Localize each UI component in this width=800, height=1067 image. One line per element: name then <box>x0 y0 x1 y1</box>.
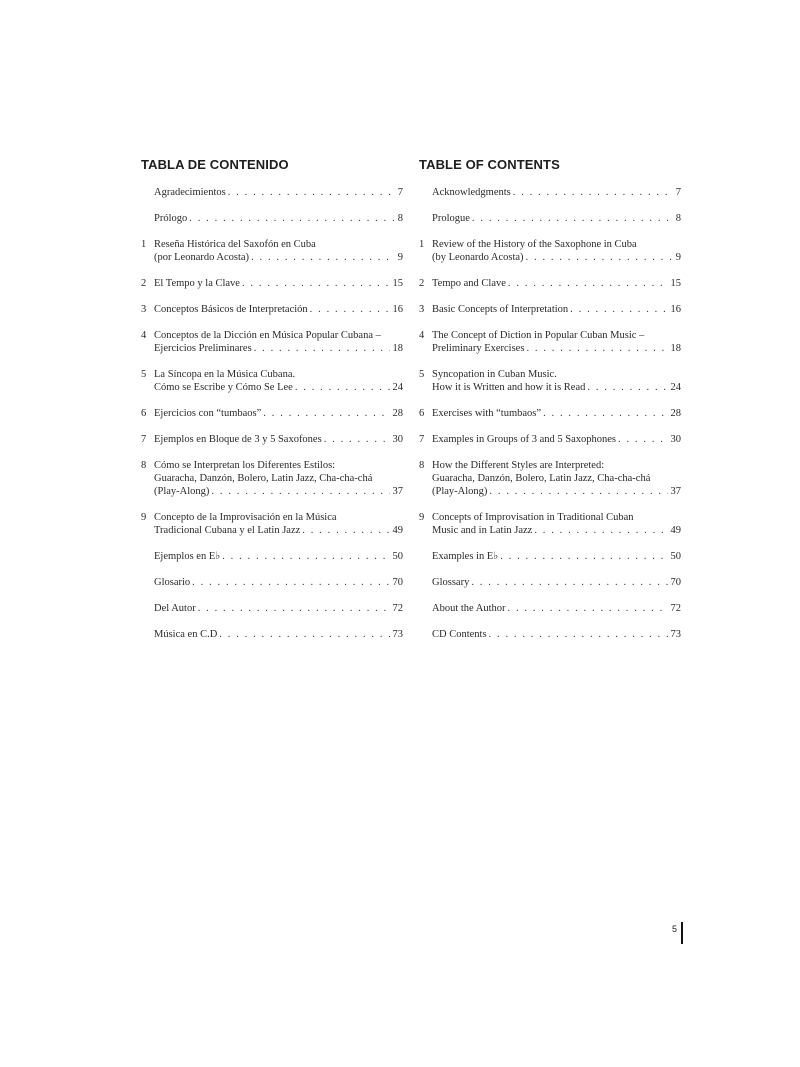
toc-entry-page: 37 <box>670 486 681 497</box>
dot-leader <box>534 524 667 537</box>
toc-entry-title: Examples in E♭ <box>432 551 499 562</box>
toc-entry-title: Ejercicios Preliminares <box>154 343 252 354</box>
dot-leader <box>254 342 390 355</box>
toc-entry-page: 73 <box>392 629 403 640</box>
toc-entry-number: 5 <box>419 369 425 380</box>
toc-entry-last-line <box>432 342 681 355</box>
dot-leader <box>489 628 668 641</box>
toc-entry <box>141 212 403 225</box>
toc-entry <box>419 433 681 446</box>
toc-entry-number: 7 <box>419 434 425 445</box>
page-number: 5 <box>672 924 678 934</box>
toc-entry-last-line <box>432 628 681 641</box>
dot-leader <box>228 186 395 199</box>
toc-entry-page: 70 <box>670 577 681 588</box>
toc-entry-last-line <box>154 576 403 589</box>
toc-entry-last-line <box>432 251 681 264</box>
toc-entry <box>141 186 403 199</box>
toc-entry-number: 3 <box>419 304 425 315</box>
toc-entry-page: 28 <box>670 408 681 419</box>
dot-leader <box>295 381 390 394</box>
toc-entry-title: Glossary <box>432 577 470 588</box>
toc-entry <box>419 368 681 394</box>
toc-entry-page: 7 <box>397 187 403 198</box>
toc-entry-number: 1 <box>419 239 425 250</box>
dot-leader <box>263 407 389 420</box>
toc-entry-page: 28 <box>392 408 403 419</box>
toc-entry-title: Ejercicios con “tumbaos” <box>154 408 262 419</box>
toc-entry-last-line <box>154 550 403 563</box>
dot-leader <box>508 277 668 290</box>
toc-entry-last-line <box>154 251 403 264</box>
toc-entry-title: Exercises with “tumbaos” <box>432 408 542 419</box>
toc-entry-last-line <box>432 212 681 225</box>
dot-leader <box>222 550 389 563</box>
dot-leader <box>513 186 673 199</box>
toc-entry <box>419 407 681 420</box>
toc-entry-page: 18 <box>670 343 681 354</box>
toc-heading-spanish: TABLA DE CONTENIDO <box>141 157 289 172</box>
dot-leader <box>324 433 390 446</box>
toc-entry-number: 8 <box>141 460 147 471</box>
toc-entry-number: 8 <box>419 460 425 471</box>
toc-entry <box>141 628 403 641</box>
toc-entry-page: 18 <box>392 343 403 354</box>
dot-leader <box>508 602 668 615</box>
toc-entry-last-line <box>432 576 681 589</box>
toc-column-english <box>419 157 681 654</box>
toc-entry-page: 30 <box>392 434 403 445</box>
toc-entry <box>141 550 403 563</box>
dot-leader <box>242 277 390 290</box>
toc-entry-number: 4 <box>419 330 425 341</box>
toc-entry-title-line: Concepto de la Improvisación en la Música <box>154 512 337 523</box>
toc-entry-last-line <box>432 550 681 563</box>
toc-entry-title: Tempo and Clave <box>432 278 506 289</box>
dot-leader <box>211 485 389 498</box>
toc-entry-last-line <box>154 628 403 641</box>
toc-entry-last-line <box>154 303 403 316</box>
toc-entry <box>419 628 681 641</box>
toc-entry-title-line: Conceptos de la Dicción en Música Popular Cubana – <box>154 330 381 341</box>
toc-entry-last-line <box>154 212 403 225</box>
toc-entry-last-line <box>154 485 403 498</box>
toc-entry <box>419 511 681 537</box>
dot-leader <box>543 407 667 420</box>
dot-leader <box>472 212 673 225</box>
toc-entry <box>419 238 681 264</box>
toc-entry-page: 15 <box>670 278 681 289</box>
toc-entry-number: 2 <box>141 278 147 289</box>
toc-entry-last-line <box>432 303 681 316</box>
dot-leader <box>489 485 667 498</box>
toc-entry-number: 9 <box>419 512 425 523</box>
toc-entry-number: 6 <box>141 408 147 419</box>
dot-leader <box>251 251 395 264</box>
toc-entry-title-line: La Síncopa en la Música Cubana. <box>154 369 296 380</box>
dot-leader <box>526 251 673 264</box>
toc-entry-title: Agradecimientos <box>154 187 226 198</box>
toc-entry <box>141 511 403 537</box>
toc-entry <box>141 576 403 589</box>
toc-entry <box>419 277 681 290</box>
toc-entry-title: Conceptos Básicos de Interpretación <box>154 304 308 315</box>
toc-entry <box>141 459 403 498</box>
dot-leader <box>587 381 667 394</box>
dot-leader <box>192 576 389 589</box>
toc-entry-title: Basic Concepts of Interpretation <box>432 304 569 315</box>
toc-entry-last-line <box>432 407 681 420</box>
toc-entries-spanish <box>141 186 403 641</box>
toc-entry <box>419 576 681 589</box>
dot-leader <box>570 303 667 316</box>
toc-entry-title: Del Autor <box>154 603 196 614</box>
toc-entry <box>419 602 681 615</box>
toc-entry-title-line: Cómo se Interpretan los Diferentes Estilos: <box>154 460 336 471</box>
toc-entry-last-line <box>432 186 681 199</box>
toc-entry-page: 9 <box>397 252 403 263</box>
toc-entry-page: 8 <box>675 213 681 224</box>
toc-entry-last-line <box>154 433 403 446</box>
toc-entry-title: Prologue <box>432 213 470 224</box>
toc-entry-last-line <box>432 433 681 446</box>
toc-entry-page: 72 <box>392 603 403 614</box>
toc-entry <box>141 433 403 446</box>
toc-entry <box>141 277 403 290</box>
toc-entry-page: 37 <box>392 486 403 497</box>
toc-entry-page: 70 <box>392 577 403 588</box>
toc-entry <box>141 303 403 316</box>
toc-entry <box>419 186 681 199</box>
toc-entry-title: El Tempo y la Clave <box>154 278 240 289</box>
toc-entry-title-line: Reseña Histórica del Saxofón en Cuba <box>154 239 316 250</box>
toc-entry <box>141 407 403 420</box>
toc-entry-title: Prólogo <box>154 213 188 224</box>
toc-entry-title-line: Syncopation in Cuban Music. <box>432 369 557 380</box>
toc-entry-last-line <box>432 381 681 394</box>
toc-entry-last-line <box>154 407 403 420</box>
dot-leader <box>219 628 389 641</box>
toc-entry-last-line <box>154 602 403 615</box>
toc-entry <box>141 602 403 615</box>
toc-entry-last-line <box>432 485 681 498</box>
dot-leader <box>302 524 389 537</box>
toc-entry-title: Acknowledgments <box>432 187 511 198</box>
toc-entry-title-line: Guaracha, Danzón, Bolero, Latin Jazz, Cha-cha-chá <box>154 473 373 484</box>
toc-entry <box>419 212 681 225</box>
toc-entry-last-line <box>154 342 403 355</box>
toc-entry-page: 7 <box>675 187 681 198</box>
toc-entry-page: 50 <box>670 551 681 562</box>
dot-leader <box>500 550 667 563</box>
dot-leader <box>310 303 390 316</box>
toc-entry-number: 2 <box>419 278 425 289</box>
toc-entry-title-line: How the Different Styles are Interpreted: <box>432 460 605 471</box>
toc-entry-title: Ejemplos en Bloque de 3 y 5 Saxofones <box>154 434 322 445</box>
toc-entry <box>141 368 403 394</box>
toc-entry-title: Cómo se Escribe y Cómo Se Lee <box>154 382 293 393</box>
toc-entry-number: 1 <box>141 239 147 250</box>
toc-entry-last-line <box>154 186 403 199</box>
toc-entry-last-line <box>154 277 403 290</box>
toc-entry-number: 4 <box>141 330 147 341</box>
toc-entry-page: 24 <box>392 382 403 393</box>
toc-entry-page: 16 <box>392 304 403 315</box>
toc-entry-page: 72 <box>670 603 681 614</box>
toc-entry-page: 16 <box>670 304 681 315</box>
toc-entry <box>419 329 681 355</box>
toc-entry-page: 8 <box>397 213 403 224</box>
page-number-rule <box>681 922 683 944</box>
toc-entry-title: Ejemplos en E♭ <box>154 551 221 562</box>
toc-entry <box>419 459 681 498</box>
toc-entry-title: Music and in Latin Jazz <box>432 525 533 536</box>
toc-entries-english <box>419 186 681 641</box>
toc-entry-page: 49 <box>670 525 681 536</box>
toc-entry <box>419 550 681 563</box>
toc-heading-english: TABLE OF CONTENTS <box>419 157 560 172</box>
dot-leader <box>618 433 667 446</box>
toc-entry <box>141 329 403 355</box>
toc-entry-title: Música en C.D <box>154 629 218 640</box>
toc-entry-page: 24 <box>670 382 681 393</box>
toc-entry-page: 15 <box>392 278 403 289</box>
toc-entry <box>419 303 681 316</box>
toc-entry-number: 9 <box>141 512 147 523</box>
toc-entry-number: 6 <box>419 408 425 419</box>
toc-entry-last-line <box>432 524 681 537</box>
toc-entry-title: Tradicional Cubana y el Latin Jazz <box>154 525 301 536</box>
toc-entry-title: Glosario <box>154 577 191 588</box>
toc-entry-last-line <box>432 277 681 290</box>
toc-entry-page: 49 <box>392 525 403 536</box>
toc-entry-title: (Play-Along) <box>432 486 488 497</box>
toc-entry-page: 30 <box>670 434 681 445</box>
toc-entry-last-line <box>154 524 403 537</box>
toc-entry-title-line: The Concept of Diction in Popular Cuban Music – <box>432 330 645 341</box>
toc-entry-title: CD Contents <box>432 629 487 640</box>
dot-leader <box>189 212 394 225</box>
toc-entry-number: 3 <box>141 304 147 315</box>
toc-entry-title-line: Review of the History of the Saxophone in Cuba <box>432 239 637 250</box>
toc-column-spanish <box>141 157 403 654</box>
toc-entry-page: 50 <box>392 551 403 562</box>
toc-entry-title: About the Author <box>432 603 506 614</box>
toc-entry-title-line: Guaracha, Danzón, Bolero, Latin Jazz, Cha-cha-chá <box>432 473 651 484</box>
dot-leader <box>198 602 390 615</box>
dot-leader <box>471 576 667 589</box>
toc-entry-title: How it is Written and how it is Read <box>432 382 586 393</box>
toc-entry-last-line <box>154 381 403 394</box>
toc-entry-title: Examples in Groups of 3 and 5 Saxophones <box>432 434 617 445</box>
toc-entry-title: (por Leonardo Acosta) <box>154 252 250 263</box>
toc-entry-page: 9 <box>675 252 681 263</box>
toc-entry <box>141 238 403 264</box>
toc-entry-last-line <box>432 602 681 615</box>
toc-entry-page: 73 <box>670 629 681 640</box>
toc-entry-title-line: Concepts of Improvisation in Traditional Cuban <box>432 512 634 523</box>
toc-entry-title: (Play-Along) <box>154 486 210 497</box>
toc-entry-number: 5 <box>141 369 147 380</box>
toc-entry-number: 7 <box>141 434 147 445</box>
toc-entry-title: Preliminary Exercises <box>432 343 525 354</box>
toc-entry-title: (by Leonardo Acosta) <box>432 252 524 263</box>
dot-leader <box>526 342 667 355</box>
